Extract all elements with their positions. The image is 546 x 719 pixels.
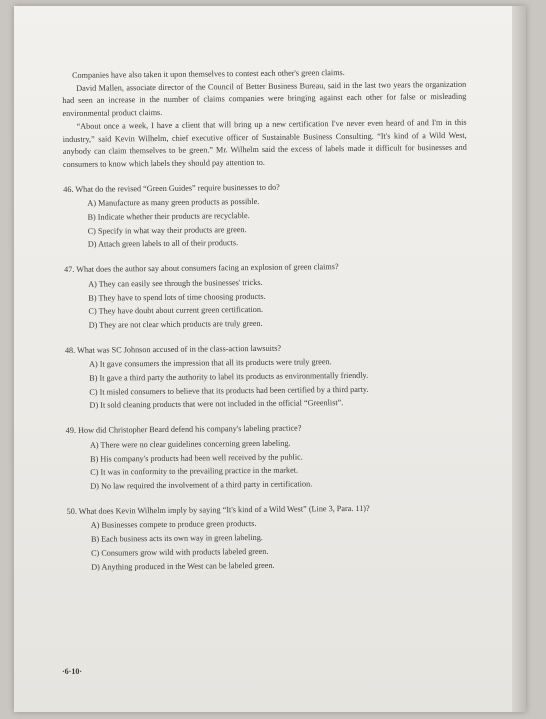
question-48 [65, 340, 470, 413]
option-b: B) It gave a third party the authority to label its products as environmentally friendly. [89, 370, 369, 383]
question-stem: 47. What does the author say about consumers facing an explosion of green claims? [64, 262, 339, 275]
option-d: D) No law required the involvement of a third party in certification. [90, 479, 313, 491]
option-b: B) His company's products had been well received by the public. [90, 452, 303, 464]
question-49 [66, 421, 471, 494]
answer-options [91, 516, 472, 574]
answer-options [88, 275, 469, 333]
option-c: C) It misled consumers to believe that its products had been certified by a third party. [89, 384, 369, 397]
question-50 [67, 501, 472, 574]
option-d: D) It sold cleaning products that were not included in the official “Greenlist”. [89, 398, 344, 411]
option-a: A) It gave consumers the impression that all its products were truly green. [89, 357, 332, 370]
answer-options [89, 355, 470, 413]
option-b: B) They have to spend lots of time choosing products. [88, 291, 266, 303]
option-a: A) They can easily see through the businesses' tricks. [88, 277, 263, 289]
question-stem: 49. How did Christopher Beard defend his company's labeling practice? [65, 423, 302, 436]
option-b: B) Each business acts its own way in green labeling. [90, 533, 263, 544]
option-c: C) It was in conformity to the prevailing practice in the market. [90, 465, 299, 478]
question-stem: 46. What do the revised “Green Guides” require businesses to do? [63, 182, 280, 194]
answer-options [90, 436, 471, 494]
page-number: ·6·10· [62, 667, 83, 676]
option-a: A) There were no clear guidelines concerning green labeling. [89, 438, 291, 450]
answer-options [87, 194, 468, 252]
option-d: D) Anything produced in the West can be labeled green. [91, 560, 275, 572]
option-c: C) Consumers grow wild with products labeled green. [91, 546, 269, 558]
option-a: A) Manufacture as many green products as possible. [87, 197, 260, 209]
question-47 [64, 260, 469, 333]
option-d: D) Attach green labels to all of their products. [87, 238, 239, 250]
passage-paragraph: “About once a week, I have a client that will bring up a new certification I've never even heard of and I'm in this industry,” said Kevin Wilhelm, chief executive officer of Sustainable Business Consulting. “It's kind of a Wild West, anybody can claim themselves to be green.” Mr. Wilhelm said the excess of labels made it difficult for businesses and consumers to know which labels they should pay attention to. [62, 117, 467, 169]
page-edge-shadow [512, 6, 526, 712]
option-b: B) Indicate whether their products are recyclable. [87, 211, 250, 222]
exam-content [62, 66, 471, 575]
passage-paragraph: David Mallen, associate director of the Council of Better Business Bureau, said in the last two years the organization had seen an increase in the number of claims companies were bringing against each other for false or misleading environmental product claims. [62, 79, 467, 119]
option-c: C) Specify in what way their products are green. [87, 224, 247, 236]
question-stem: 50. What does Kevin Wilhelm imply by saying “It's kind of a Wild West” (Line 3, Para. 11)? [66, 503, 370, 516]
question-stem: 48. What was SC Johnson accused of in the class-action lawsuits? [64, 343, 282, 355]
question-46 [63, 179, 468, 252]
option-c: C) They have doubt about current green certification. [88, 305, 264, 316]
option-d: D) They are not clear which products are truly green. [88, 318, 263, 330]
option-a: A) Businesses compete to produce green products. [90, 519, 257, 531]
passage-paragraph: Companies have also taken it upon themselves to contest each other's green claims. [72, 68, 345, 80]
reading-passage [62, 66, 467, 172]
